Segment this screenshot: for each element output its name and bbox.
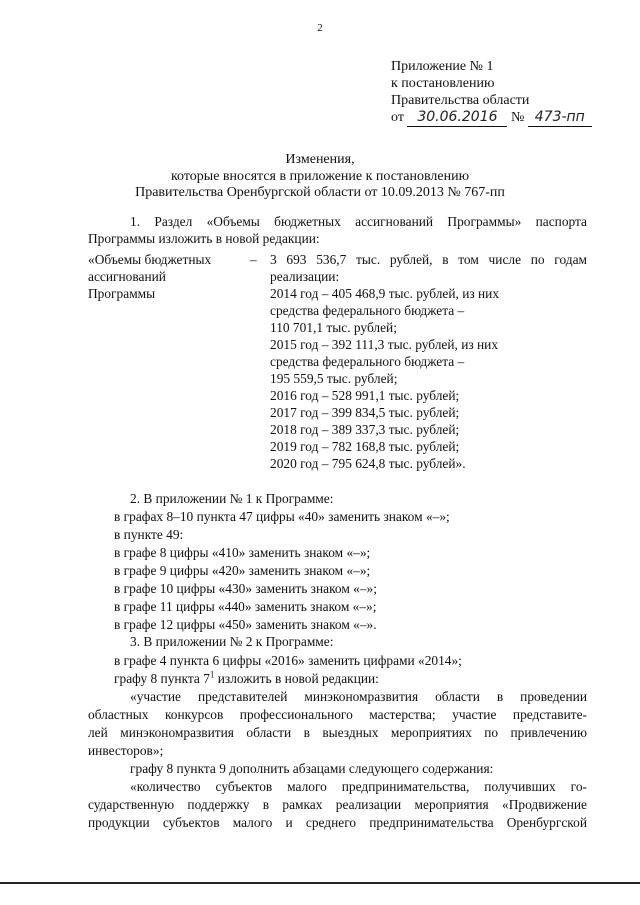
superscript-one: 1: [209, 669, 215, 680]
appendix-date-line: [391, 109, 592, 127]
item3-line-1: в графе 4 пункта 6 цифры «2016» заменить цифрами «2014»;: [114, 653, 462, 668]
item2-line: в графе 10 цифры «430» заменить знаком «–»;: [114, 581, 377, 596]
passport-value-line: 2020 год – 795 624,8 тыс. рублей».: [270, 456, 466, 471]
passport-value-line: 195 559,5 тыс. рублей;: [270, 371, 398, 386]
number-sign: №: [510, 110, 525, 125]
passport-value-line: 3 693 536,7 тыс. рублей, в том числе по годам: [270, 252, 587, 267]
appendix-stamp: [391, 58, 592, 127]
item3-line-3: графу 8 пункта 9 дополнить абзацами следующего содержания:: [130, 761, 494, 776]
title-line-2: которые вносятся в приложение к постановлению: [170, 169, 470, 184]
item1-line-2: Программы изложить в новой редакции:: [88, 231, 320, 246]
handwritten-number: 473-пп: [528, 109, 592, 127]
handwritten-date: 30.06.2016: [407, 109, 507, 127]
item2-line: в графах 8–10 пункта 47 цифры «40» заменить знаком «–»;: [114, 509, 450, 524]
page-number: 2: [317, 22, 323, 34]
item3-heading: 3. В приложении № 2 к Программе:: [130, 634, 334, 649]
passport-label-line: Программы: [88, 286, 156, 301]
passport-value-line: 2016 год – 528 991,1 тыс. рублей;: [270, 388, 460, 403]
item3-line-2: [114, 670, 379, 687]
item3-line-2-start: графу 8 пункта 7: [114, 671, 210, 686]
passport-value-line: 110 701,1 тыс. рублей;: [270, 320, 397, 335]
passport-label-line: ассигнований: [88, 269, 166, 284]
bottom-rule: [0, 882, 640, 884]
appendix-line-1: Приложение № 1: [391, 59, 494, 74]
item2-line: в графе 8 цифры «410» заменить знаком «–»;: [114, 545, 371, 560]
item1-line-1: 1. Раздел «Объемы бюджетных ассигнований Программы» паспорта: [130, 214, 587, 229]
passport-values: [270, 251, 587, 472]
quote1-line-4: инвесторов»;: [88, 743, 164, 758]
passport-label-line: «Объемы бюджетных: [88, 252, 212, 267]
title-line-1: Изменения,: [285, 152, 355, 167]
item2-line: в графе 12 цифры «450» заменить знаком «–».: [114, 617, 377, 632]
quote1-line-3: лей минэкономразвития области в выездных мероприятиях по привлечению: [88, 725, 587, 740]
passport-value-line: 2017 год – 399 834,5 тыс. рублей;: [270, 405, 460, 420]
item2-heading: 2. В приложении № 1 к Программе:: [130, 491, 334, 506]
passport-value-line: 2015 год – 392 111,3 тыс. рублей, из них: [270, 337, 499, 352]
item2-line: в графе 11 цифры «440» заменить знаком «–»;: [114, 599, 377, 614]
quote1-line-2: областных конкурсов профессионального мастерства; участие представите-: [88, 707, 587, 722]
quote1-line-1: «участие представителей минэкономразвития области в проведении: [130, 689, 587, 704]
passport-value-line: средства федерального бюджета –: [270, 354, 465, 369]
item3-line-2-end: изложить в новой редакции:: [214, 671, 379, 686]
item2-line: в пункте 49:: [114, 527, 184, 542]
passport-value-line: 2019 год – 782 168,8 тыс. рублей;: [270, 439, 460, 454]
title-line-3: Правительства Оренбургской области от 10.09.2013 № 767-пп: [135, 185, 505, 200]
from-prefix: от: [391, 110, 404, 125]
appendix-line-3: Правительства области: [391, 93, 530, 108]
passport-value-line: 2014 год – 405 468,9 тыс. рублей, из них: [270, 286, 500, 301]
passport-value-line: реализации:: [270, 269, 340, 284]
passport-value-line: средства федерального бюджета –: [270, 303, 465, 318]
quote2-line-1: «количество субъектов малого предпринимательства, получивших го-: [130, 779, 587, 794]
passport-value-line: 2018 год – 389 337,3 тыс. рублей;: [270, 422, 460, 437]
passport-dash: –: [250, 252, 257, 267]
passport-label: [88, 251, 211, 302]
quote2-line-3: продукции субъектов малого и среднего предпринимательства Оренбургской: [88, 815, 587, 830]
item2-line: в графе 9 цифры «420» заменить знаком «–»;: [114, 563, 371, 578]
quote2-line-2: сударственную поддержку в рамках реализации мероприятия «Продвижение: [88, 797, 587, 812]
appendix-line-2: к постановлению: [391, 76, 495, 91]
